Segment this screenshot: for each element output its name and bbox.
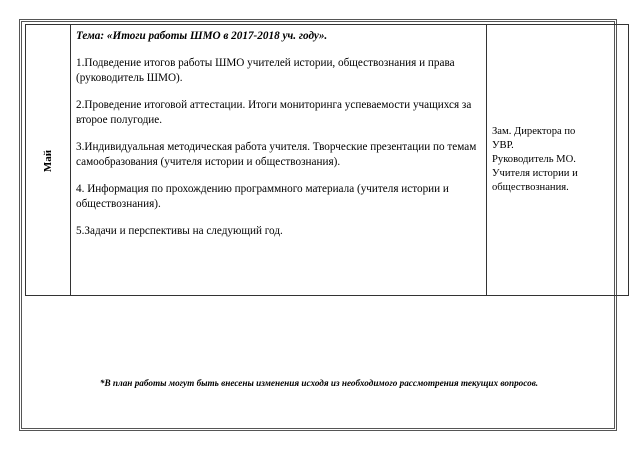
- agenda-item-5: 5.Задачи и перспективы на следующий год.: [76, 225, 283, 237]
- responsible-line: УВР.: [492, 140, 514, 151]
- work-plan-table: [25, 24, 629, 296]
- responsible-line: Зам. Директора по: [492, 126, 576, 137]
- agenda-item-1: 1.Подведение итогов работы ШМО учителей истории, обществознания и права (руководитель ШМО).: [76, 57, 455, 84]
- topic-title: Тема: «Итоги работы ШМО в 2017-2018 уч. году».: [76, 30, 328, 42]
- responsible-line: обществознания.: [492, 182, 569, 193]
- topic-cell: [71, 25, 487, 296]
- month-cell: [26, 25, 71, 296]
- agenda-item-3: 3.Индивидуальная методическая работа учителя. Творческие презентации по темам самообразования (учителя истории и обществознания).: [76, 141, 477, 168]
- table-row: [26, 25, 629, 296]
- responsible-line: Учителя истории и: [492, 168, 578, 179]
- responsible-cell: [487, 25, 629, 296]
- responsible-line: Руководитель МО.: [492, 154, 576, 165]
- month-label: Май: [41, 149, 54, 173]
- agenda-item-2: 2.Проведение итоговой аттестации. Итоги мониторинга успеваемости учащихся за второе полугодие.: [76, 99, 472, 126]
- agenda-item-4: 4. Информация по прохождению программного материала (учителя истории и обществознания).: [76, 183, 449, 210]
- footnote: *В план работы могут быть внесены изменения исходя из необходимого рассмотрения текущих вопросов.: [99, 378, 539, 388]
